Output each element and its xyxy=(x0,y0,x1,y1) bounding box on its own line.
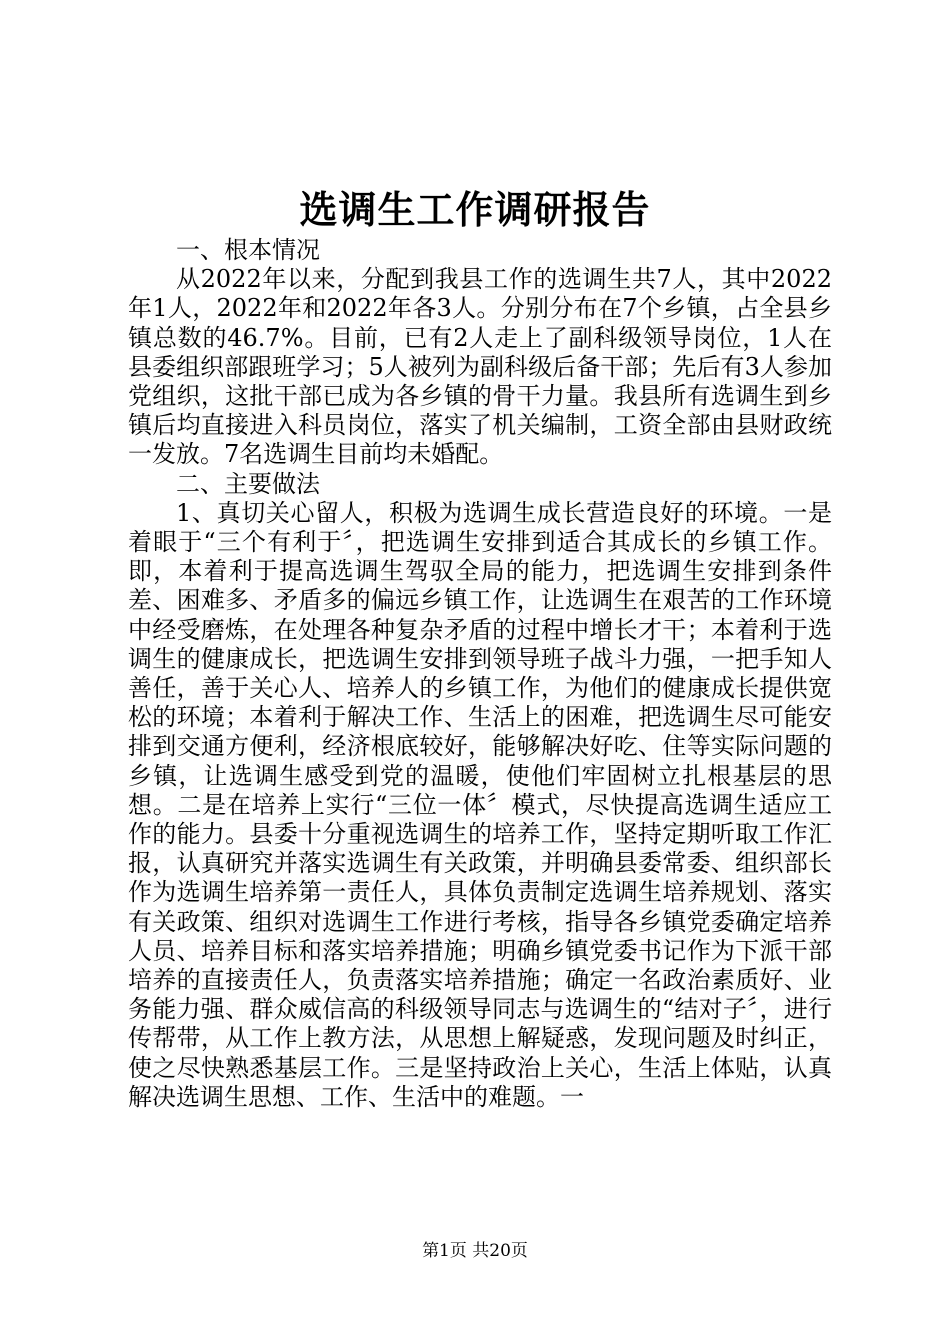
section-heading-2: 二、主要做法 xyxy=(176,469,320,498)
document-body xyxy=(128,236,832,1112)
paragraph-main-practices: 1、真切关心留人，积极为选调生成长营造良好的环境。一是着眼于“三个有利于〞，把选调生安排到适合其成长的乡镇工作。即，本着利于提高选调生驾驭全局的能力，把选调生安排到条件差、困难多、矛盾多的偏远乡镇工作，让选调生在艰苦的工作环境中经受磨炼，在处理各种复杂矛盾的过程中增长才干；本着利于选调生的健康成长，把选调生安排到领导班子战斗力强，一把手知人善任，善于关心人、培养人的乡镇工作，为他们的健康成长提供宽松的环境；本着利于解决工作、生活上的困难，把选调生尽可能安排到交通方便利，经济根底较好，能够解决好吃、住等实际问题的乡镇，让选调生感受到党的温暖，使他们牢固树立扎根基层的思想。二是在培养上实行“三位一体〞模式，尽快提高选调生适应工作的能力。县委十分重视选调生的培养工作，坚持定期听取工作汇报，认真研究并落实选调生有关政策，并明确县委常委、组织部长作为选调生培养第一责任人，具体负责制定选调生培养规划、落实有关政策、组织对选调生工作进行考核，指导各乡镇党委确定培养人员、培养目标和落实培养措施；明确乡镇党委书记作为下派干部培养的直接责任人，负责落实培养措施；确定一名政治素质好、业务能力强、群众威信高的科级领导同志与选调生的“结对子〞，进行传帮带，从工作上教方法，从思想上解疑惑，发现问题及时纠正，使之尽快熟悉基层工作。三是坚持政治上关心，生活上体贴，认真解决选调生思想、工作、生活中的难题。一 xyxy=(128,498,832,1111)
section-heading-1: 一、根本情况 xyxy=(176,236,320,264)
page-title: 选调生工作调研报告 xyxy=(299,187,651,232)
page-number-footer: 第1页 共20页 xyxy=(422,1241,528,1261)
paragraph-basic-situation: 从2022年以来，分配到我县工作的选调生共7人，其中2022年1人，2022年和2022年各3人。分别分布在7个乡镇，占全县乡镇总数的46.7%。目前，已有2人走上了副科级领导岗位，1人在县委组织部跟班学习；5人被列为副科级后备干部；先后有3人参加党组织，这批干部已成为各乡镇的骨干力量。我县所有选调生到乡镇后均直接进入科员岗位，落实了机关编制，工资全部由县财政统一发放。7名选调生目前均未婚配。 xyxy=(128,265,832,469)
